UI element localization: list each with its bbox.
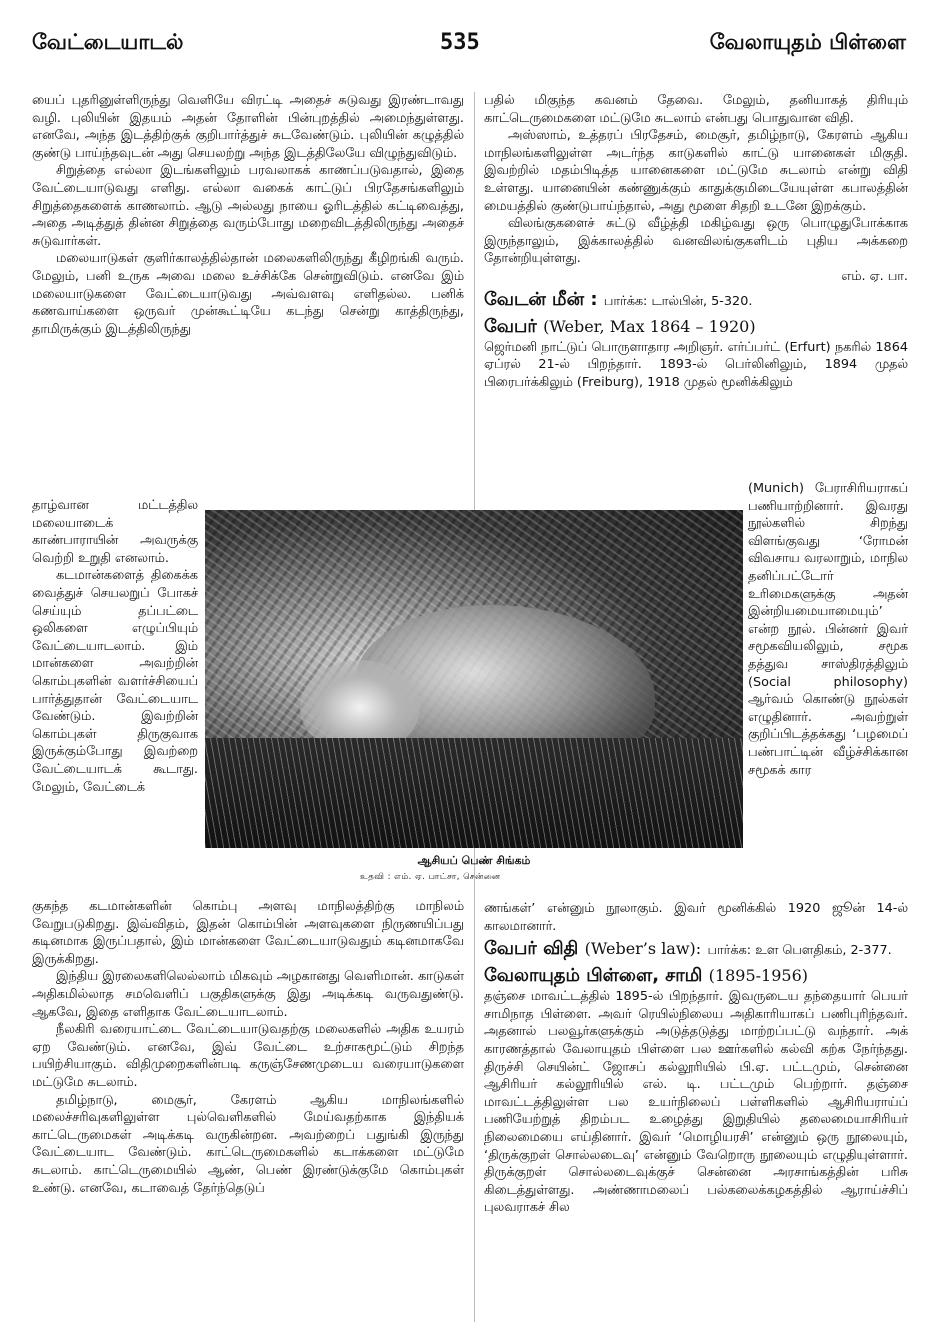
entry-subtitle: (Weber’s law):: [584, 939, 702, 959]
paragraph: தாழ்வான மட்டத்தில மலையாடைக் காண்பாராயின் அவருக்கு வெற்றி உறுதி எனலாம்.: [32, 498, 198, 566]
figure-caption: ஆசியப் பெண் சிங்கம்: [417, 854, 531, 867]
running-header-left: வேட்டையாடல்: [32, 30, 184, 54]
left-column-narrow: [32, 497, 198, 897]
running-header-right: வேலாயுதம் பிள்ளை: [709, 30, 906, 54]
paragraph: இந்திய இரலைகளிலெல்லாம் மிகவும் அழகானது வெளிமான். காடுகள் அதிகமில்லாத சமவெளிப் பகுதிகளுக்கு இது அடிக்கடி வருவதுண்டு. ஆகவே, இதை எளிதாக வேட்டையாடலாம்.: [32, 969, 464, 1020]
right-column-bottom: [484, 900, 908, 1328]
paragraph: தமிழ்நாடு, மைசூர், கேரளம் ஆகிய மாநிலங்களில் மலைச்சரிவுகளிலுள்ள புல்வெளிகளில் மேய்வதற்காக இந்தியக் காட்டெருமைகள் அடிக்கடி வருகின்றன. அவற்றைப் பதுங்கி இருந்து வேட்டையாட வேண்டும். காட்டெருமைகளில் கடாக்களை மட்டுமே சுடலாம். காட்டெருமையில் ஆண், பெண் இரண்டுக்குமே கொம்புகள் உண்டு. எனவே, கடாவைத் தேர்ந்தெடுப்: [32, 1092, 464, 1196]
entry-subtitle: (1895-1956): [708, 966, 808, 986]
paragraph: சிறுத்தை எல்லா இடங்களிலும் பரவலாகக் காணப்படுவதால், இதை வேட்டையாடுவது எளிது. எல்லா வகைக் காட்டுப் பிரதேசங்களிலும் சிறுத்தைகளைக் காணலாம். ஆடு அல்லது நாயை ஓரிடத்தில் கட்டிவைத்து, அதை அடித்துத் தின்ன சிறுத்தை வரும்போது மறைவிடத்திலிருந்து அதைச் சுடுவார்கள்.: [32, 163, 464, 249]
entry-heading-vedan-meen: [484, 288, 908, 313]
paragraph: மலையாடுகள் குளிர்காலத்தில்தான் மலைகளிலிருந்து கீழிறங்கி வரும். மேலும், பனி உருக அவை மலை உச்சிக்கே சென்றுவிடும். எனவே இம் மலையாடுகளை வேட்டையாடுவது அவ்வளவு எளிதல்ல. பனிக் கணவாய்களை ஒருவர் முன்கூட்டியே கடந்து சென்று காத்திருந்து, தாமிருக்கும் இடத்திலிருந்து: [32, 251, 464, 337]
page-number: 535: [440, 30, 480, 55]
entry-heading-weber: [484, 315, 908, 338]
entry-title: வேலாயுதம் பிள்ளை, சாமி: [484, 965, 703, 987]
lioness-photo: [205, 510, 743, 848]
cross-reference: பார்க்க: டால்பின், 5-320.: [603, 293, 753, 309]
entry-heading-weber-law: [484, 937, 908, 962]
entry-title: வேபர் விதி: [484, 938, 579, 960]
left-column-top: [32, 92, 464, 502]
paragraph: அஸ்ஸாம், உத்தரப் பிரதேசம், மைசூர், தமிழ்நாடு, கேரளம் ஆகிய மாநிலங்களிலுள்ள அடர்ந்த காடுகளில் காட்டு யானைகள் மிகுதி. இவற்றில் மதம்பிடித்த யானைகளை மட்டுமே சுடலாம் என்று விதி உள்ளது. யானையின் கண்ணுக்கும் காதுக்குமிடையேயுள்ள கபாலத்தின் மையத்தில் குண்டுபாய்ந்தால், அது மூளை சிதறி உடனே இறக்கும்.: [484, 128, 908, 214]
right-column-top: [484, 92, 908, 492]
entry-title: வேபர்: [484, 315, 537, 337]
paragraph: தஞ்சை மாவட்டத்தில் 1895-ல் பிறந்தார். இவருடைய தந்தையார் பெயர் சாமிநாத பிள்ளை. அவர் ரெயில்நிலைய அதிகாரியாகப் பணிபுரிந்தவர். அதனால் பலவூர்களுக்கும் அடுத்தடுத்து மாற்றப்பட்டு வந்தார். அக் காரணத்தால் வேலாயுதம் பிள்ளை பல ஊர்களில் கல்வி கற்க நேர்ந்தது. திருச்சி செயின்ட் ஜோசப் கல்லூரியில் பி.ஏ. பட்டமும், சென்னை ஆசிரியர் கல்லூரியில் எல். டி. பட்டமும் பெற்றார். தஞ்சை மாவட்டத்திலுள்ள பல உயர்நிலைப் பள்ளிகளில் ஆசிரியராய்ப் பணியேற்றுத் திறம்பட உழைத்து இறுதியில் தலைமையாசிரியர் நிலைமையை எய்தினார். இவர் ‘மொழியரசி’ என்னும் ஒரு நூலையும், ‘திருக்குறள் சொல்லடைவு’ என்னும் வேறொரு நூலையும் எழுதியுள்ளார். திருக்குறள் சொல்லடைவுக்குச் சென்னை அரசாங்கத்தின் பரிசு கிடைத்துள்ளது. அண்ணாமலைப் பல்கலைக்கழகத்தில் ஆராய்ச்சிப் புலவராகச் சில: [484, 989, 908, 1216]
paragraph: ஜெர்மனி நாட்டுப் பொருளாதார அறிஞர். எர்ப்பர்ட் (Erfurt) நகரில் 1864 ஏப்ரல் 21-ல் பிறந்தார். 1893-ல் பெர்லினிலும், 1894 முதல் பிரைபர்க்கிலும் (Freiburg), 1918 முதல் மூனிக்கிலும்: [484, 339, 908, 390]
cross-reference: பார்க்க: உள பௌதிகம், 2-377.: [707, 943, 892, 959]
paragraph: நீலகிரி வரையாட்டை வேட்டையாடுவதற்கு மலைகளில் அதிக உயரம் ஏற வேண்டும். எனவே, இவ் வேட்டை உற்சாகமூட்டும் சிறந்த பயிற்சியாகும். விதிமுறைகளின்படி கருஞ்சேணமுடைய வரையாடுகளை மட்டுமே சுடலாம்.: [32, 1022, 464, 1090]
paragraph: குகந்த கடமான்களின் கொம்பு அளவு மாநிலத்திற்கு மாநிலம் வேறுபடுகிறது. இவ்விதம், இதன் கொம்பின் அளவுகளை நிருணயிப்பது கடினமாக இருப்பதால், இம் மான்களை வேட்டையாடுவதும் கடினமாகவே இருக்கிறது.: [32, 899, 464, 967]
paragraph: விலங்குகளைச் சுட்டு வீழ்த்தி மகிழ்வது ஒரு பொழுதுபோக்காக இருந்தாலும், இக்காலத்தில் வனவிலங்குகளிடம் புதிய அக்கறை தோன்றியுள்ளது.: [484, 216, 908, 267]
paragraph: ணங்கள்’ என்னும் நூலாகும். இவர் மூனிக்கில் 1920 ஜூன் 14-ல் காலமானார்.: [484, 901, 908, 934]
paragraph: கடமான்களைத் திகைக்க வைத்துச் செயலறுப் போகச் செய்யும் தப்பட்டை ஒலிகளை எழுப்பியும் வேட்டையாடலாம். இம் மான்களை அவற்றின் கொம்புகளின் வளர்ச்சியைப் பார்த்துதான் வேட்டையாட வேண்டும். இவற்றின் கொம்புகள் திருகுவாக இருக்கும்போது இவற்றை வேட்டையாடக் கூடாது. மேலும், வேட்டைக்: [32, 568, 198, 795]
paragraph: பதில் மிகுந்த கவனம் தேவை. மேலும், தனியாகத் திரியும் காட்டெருமைகளை மட்டுமே சுடலாம் என்பது பொதுவான விதி.: [484, 93, 908, 126]
entry-title: வேடன் மீன் :: [484, 288, 598, 310]
paragraph: யைப் புதரினுள்ளிருந்து வெளியே விரட்டி அதைச் சுடுவது இரண்டாவது வழி. புலியின் இதயம் அதன் தோளின் பின்புறத்தில் அமைந்துள்ளது. எனவே, அந்த இடத்திற்குக் குறிபார்த்துச் சுடவேண்டும். புலியின் கழுத்தில் குண்டு பாய்ந்தவுடன் அது செயலற்று அந்த இடத்திலேயே விழுந்துவிடும்.: [32, 93, 464, 161]
author-signature: எம். ஏ. பா.: [841, 268, 908, 284]
figure-credit: உதவி : எம். ஏ. பாட்சா, சென்னை: [360, 872, 501, 882]
entry-subtitle: (Weber, Max 1864 – 1920): [543, 316, 756, 336]
left-column-bottom: [32, 898, 464, 1328]
right-column-narrow: [748, 480, 908, 900]
entry-heading-velayutham-pillai: [484, 964, 908, 987]
paragraph: (Munich) பேராசிரியராகப் பணியாற்றினார். இவரது நூல்களில் சிறந்து விளங்குவது ‘ரோமன் விவசாய வரலாறும், மாநில தனிப்பட்டோர் உரிமைகளுக்கு அதன் இன்றியமையாமையும்’ என்ற நூல். பின்னர் இவர் சமூகவியலிலும், சமூக தத்துவ சாஸ்திரத்திலும் (Social philosophy) ஆர்வம் கொண்டு நூல்கள் எழுதினார். அவற்றுள் குறிப்பிடத்தக்கது ‘பழமைப் பண்பாட்டின் வீழ்ச்சிக்கான சமூகக் கார: [748, 481, 908, 778]
grass-foreground: [205, 738, 743, 848]
